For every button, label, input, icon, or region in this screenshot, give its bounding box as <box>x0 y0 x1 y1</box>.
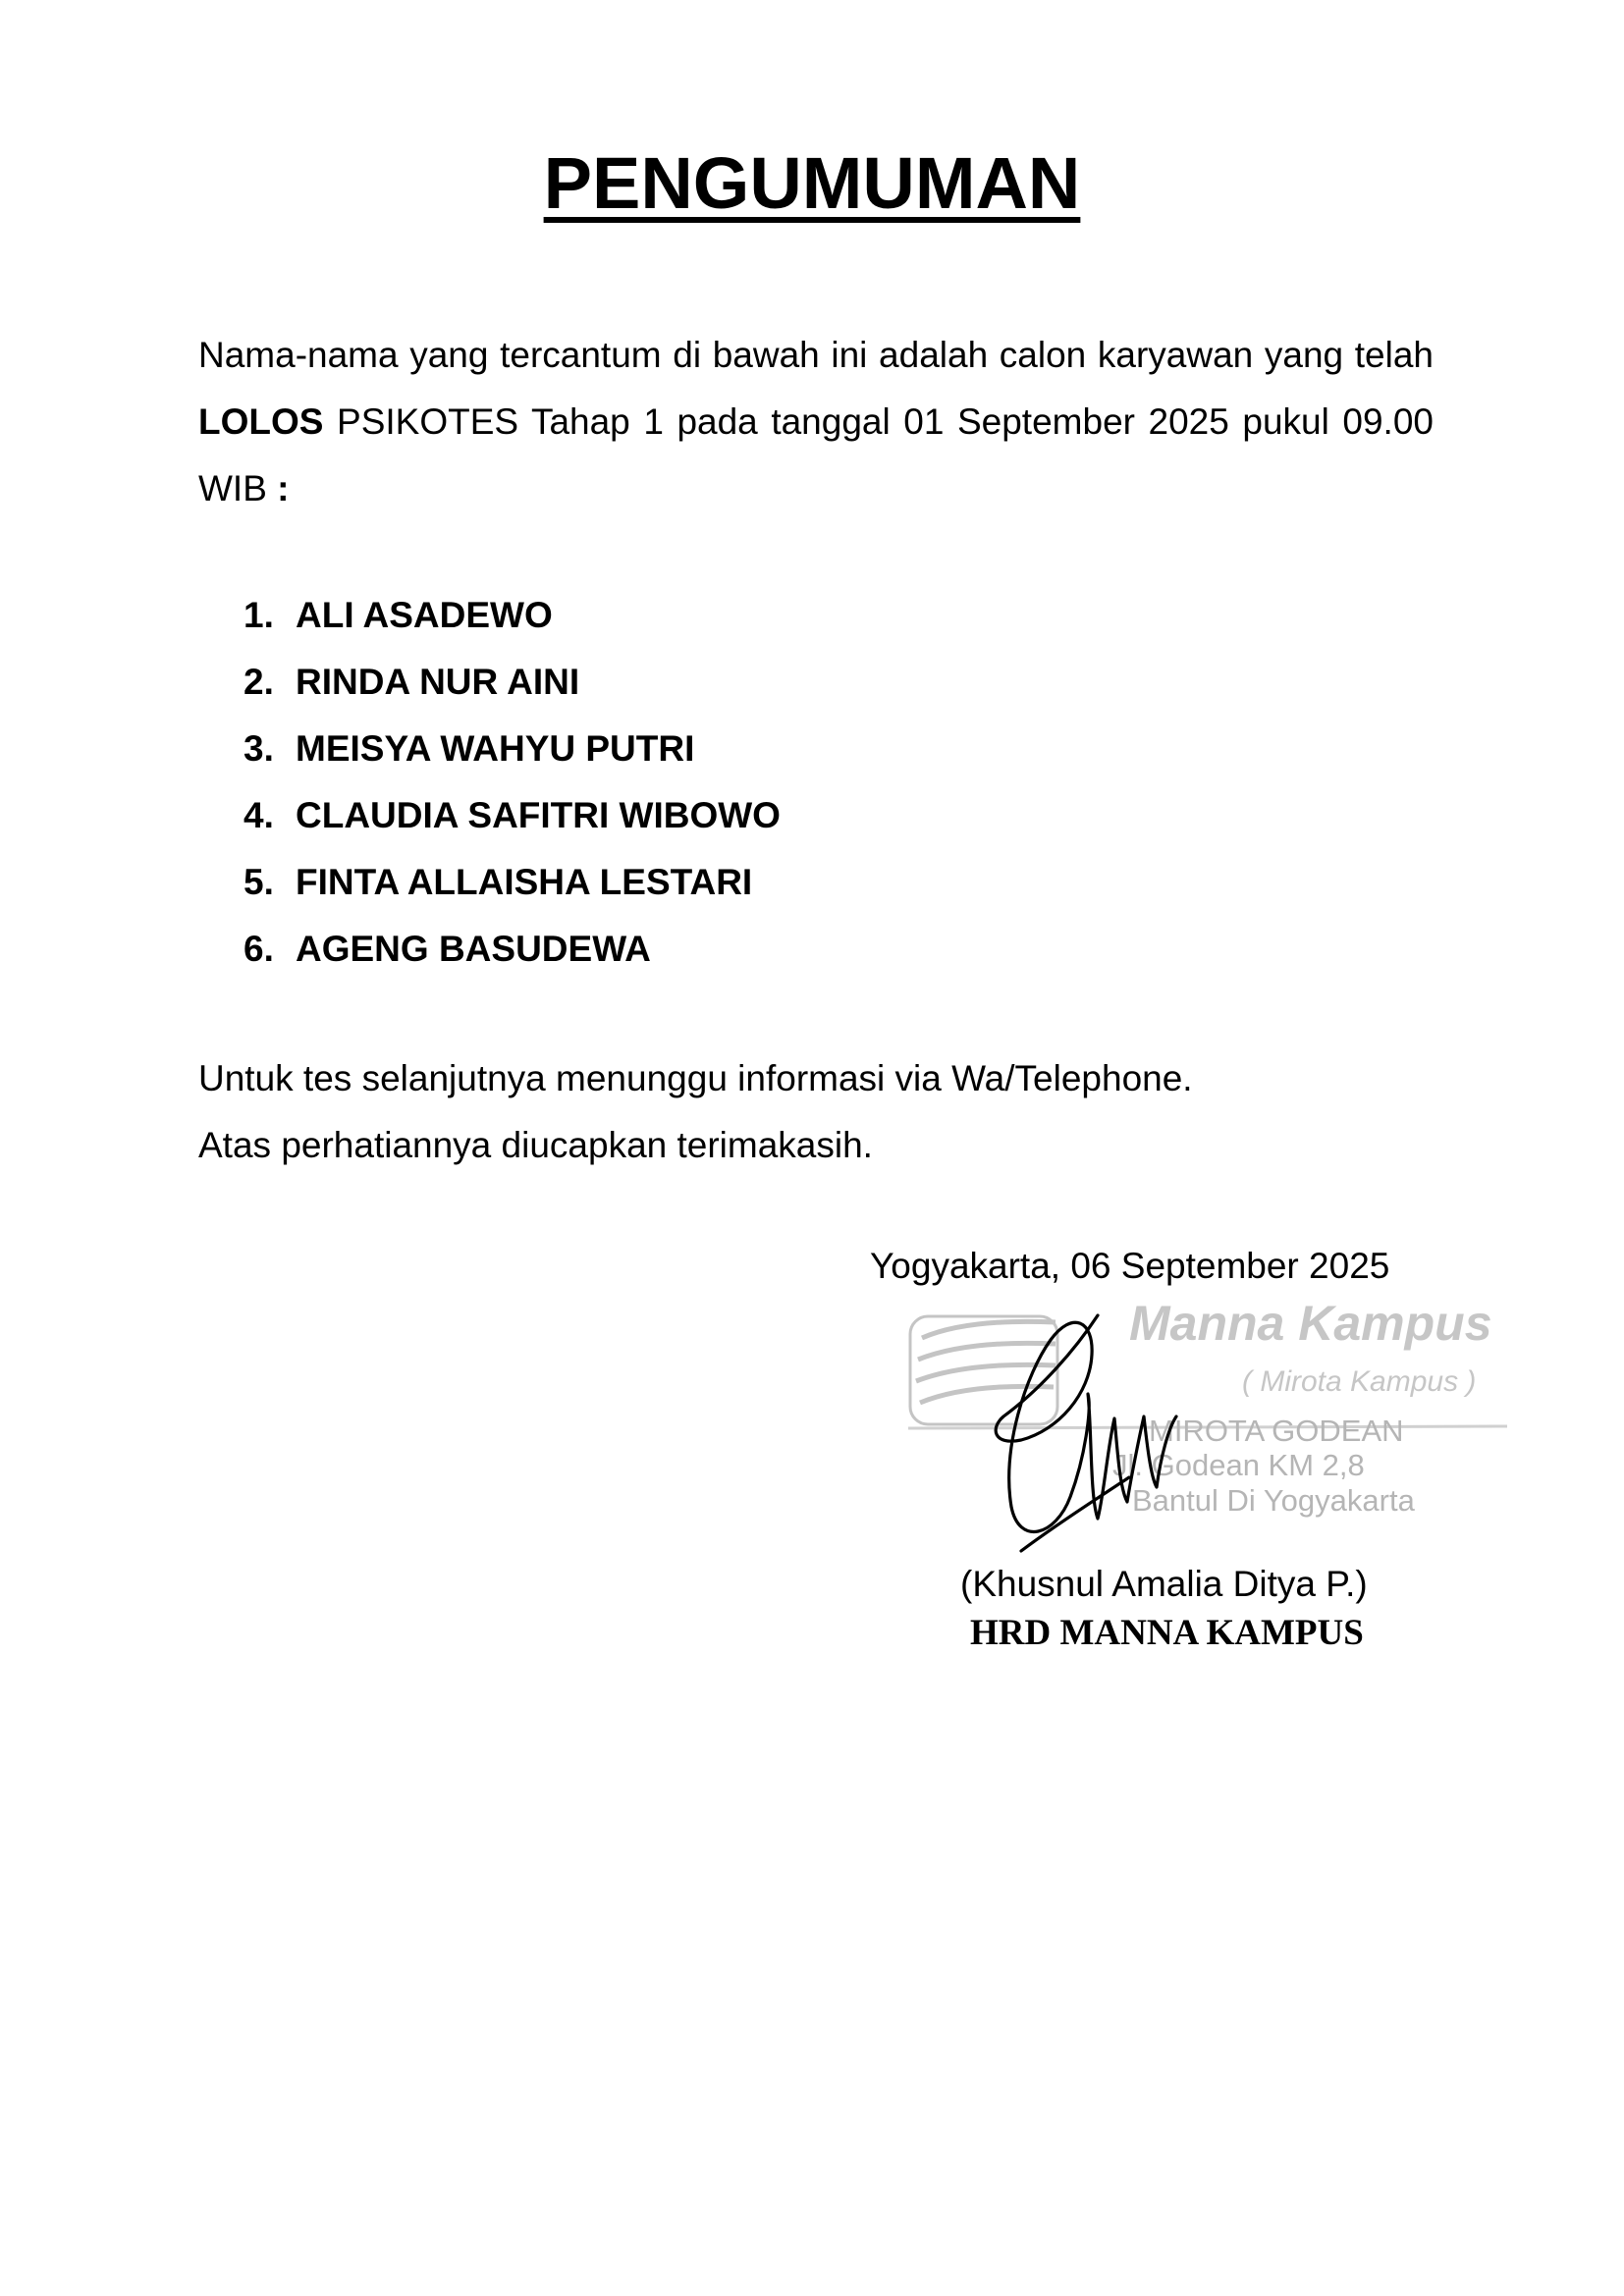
closing-line-thanks: Atas perhatiannya diucapkan terimakasih. <box>198 1125 873 1165</box>
intro-text-after: PSIKOTES Tahap 1 pada tanggal 01 September 2025 pukul 09.00 WIB <box>198 401 1434 508</box>
candidate-list <box>244 582 781 983</box>
list-item <box>244 716 781 782</box>
candidate-name: FINTA ALLAISHA LESTARI <box>296 862 753 902</box>
list-item <box>244 916 781 983</box>
list-number: 4. <box>244 795 274 835</box>
signer-department: HRD MANNA KAMPUS <box>970 1613 1364 1653</box>
intro-colon: : <box>277 468 290 508</box>
list-number: 5. <box>244 862 274 902</box>
candidate-name: MEISYA WAHYU PUTRI <box>296 728 695 769</box>
signer-name: (Khusnul Amalia Ditya P.) <box>960 1564 1368 1604</box>
intro-paragraph <box>198 322 1434 522</box>
closing-text <box>198 1045 1193 1179</box>
list-item <box>244 582 781 649</box>
signature-drawing <box>982 1301 1237 1556</box>
list-number: 6. <box>244 929 274 969</box>
list-item <box>244 849 781 916</box>
list-number: 2. <box>244 662 274 702</box>
candidate-name: CLAUDIA SAFITRI WIBOWO <box>296 795 781 835</box>
stamp-line2: Jl. Godean KM 2,8 <box>1112 1448 1365 1482</box>
intro-highlight: LOLOS <box>198 401 324 442</box>
stamp-sub: ( Mirota Kampus ) <box>1242 1365 1477 1398</box>
list-number: 3. <box>244 728 274 769</box>
page-title: PENGUMUMAN <box>543 142 1081 224</box>
closing-line-info: Untuk tes selanjutnya menunggu informasi via Wa/Telephone. <box>198 1058 1193 1098</box>
list-number: 1. <box>244 595 274 635</box>
intro-text-before: Nama-nama yang tercantum di bawah ini adalah calon karyawan yang telah <box>198 335 1434 375</box>
candidate-name: RINDA NUR AINI <box>296 662 580 702</box>
candidate-name: AGENG BASUDEWA <box>296 929 651 969</box>
list-item <box>244 649 781 716</box>
place-date: Yogyakarta, 06 September 2025 <box>870 1246 1390 1286</box>
list-item <box>244 782 781 849</box>
stamp-line3: Bantul Di Yogyakarta <box>1132 1483 1415 1518</box>
candidate-name: ALI ASADEWO <box>296 595 553 635</box>
stamp-line1: MIROTA GODEAN <box>1149 1414 1404 1448</box>
stamp-brand: Manna Kampus <box>1129 1301 1492 1351</box>
